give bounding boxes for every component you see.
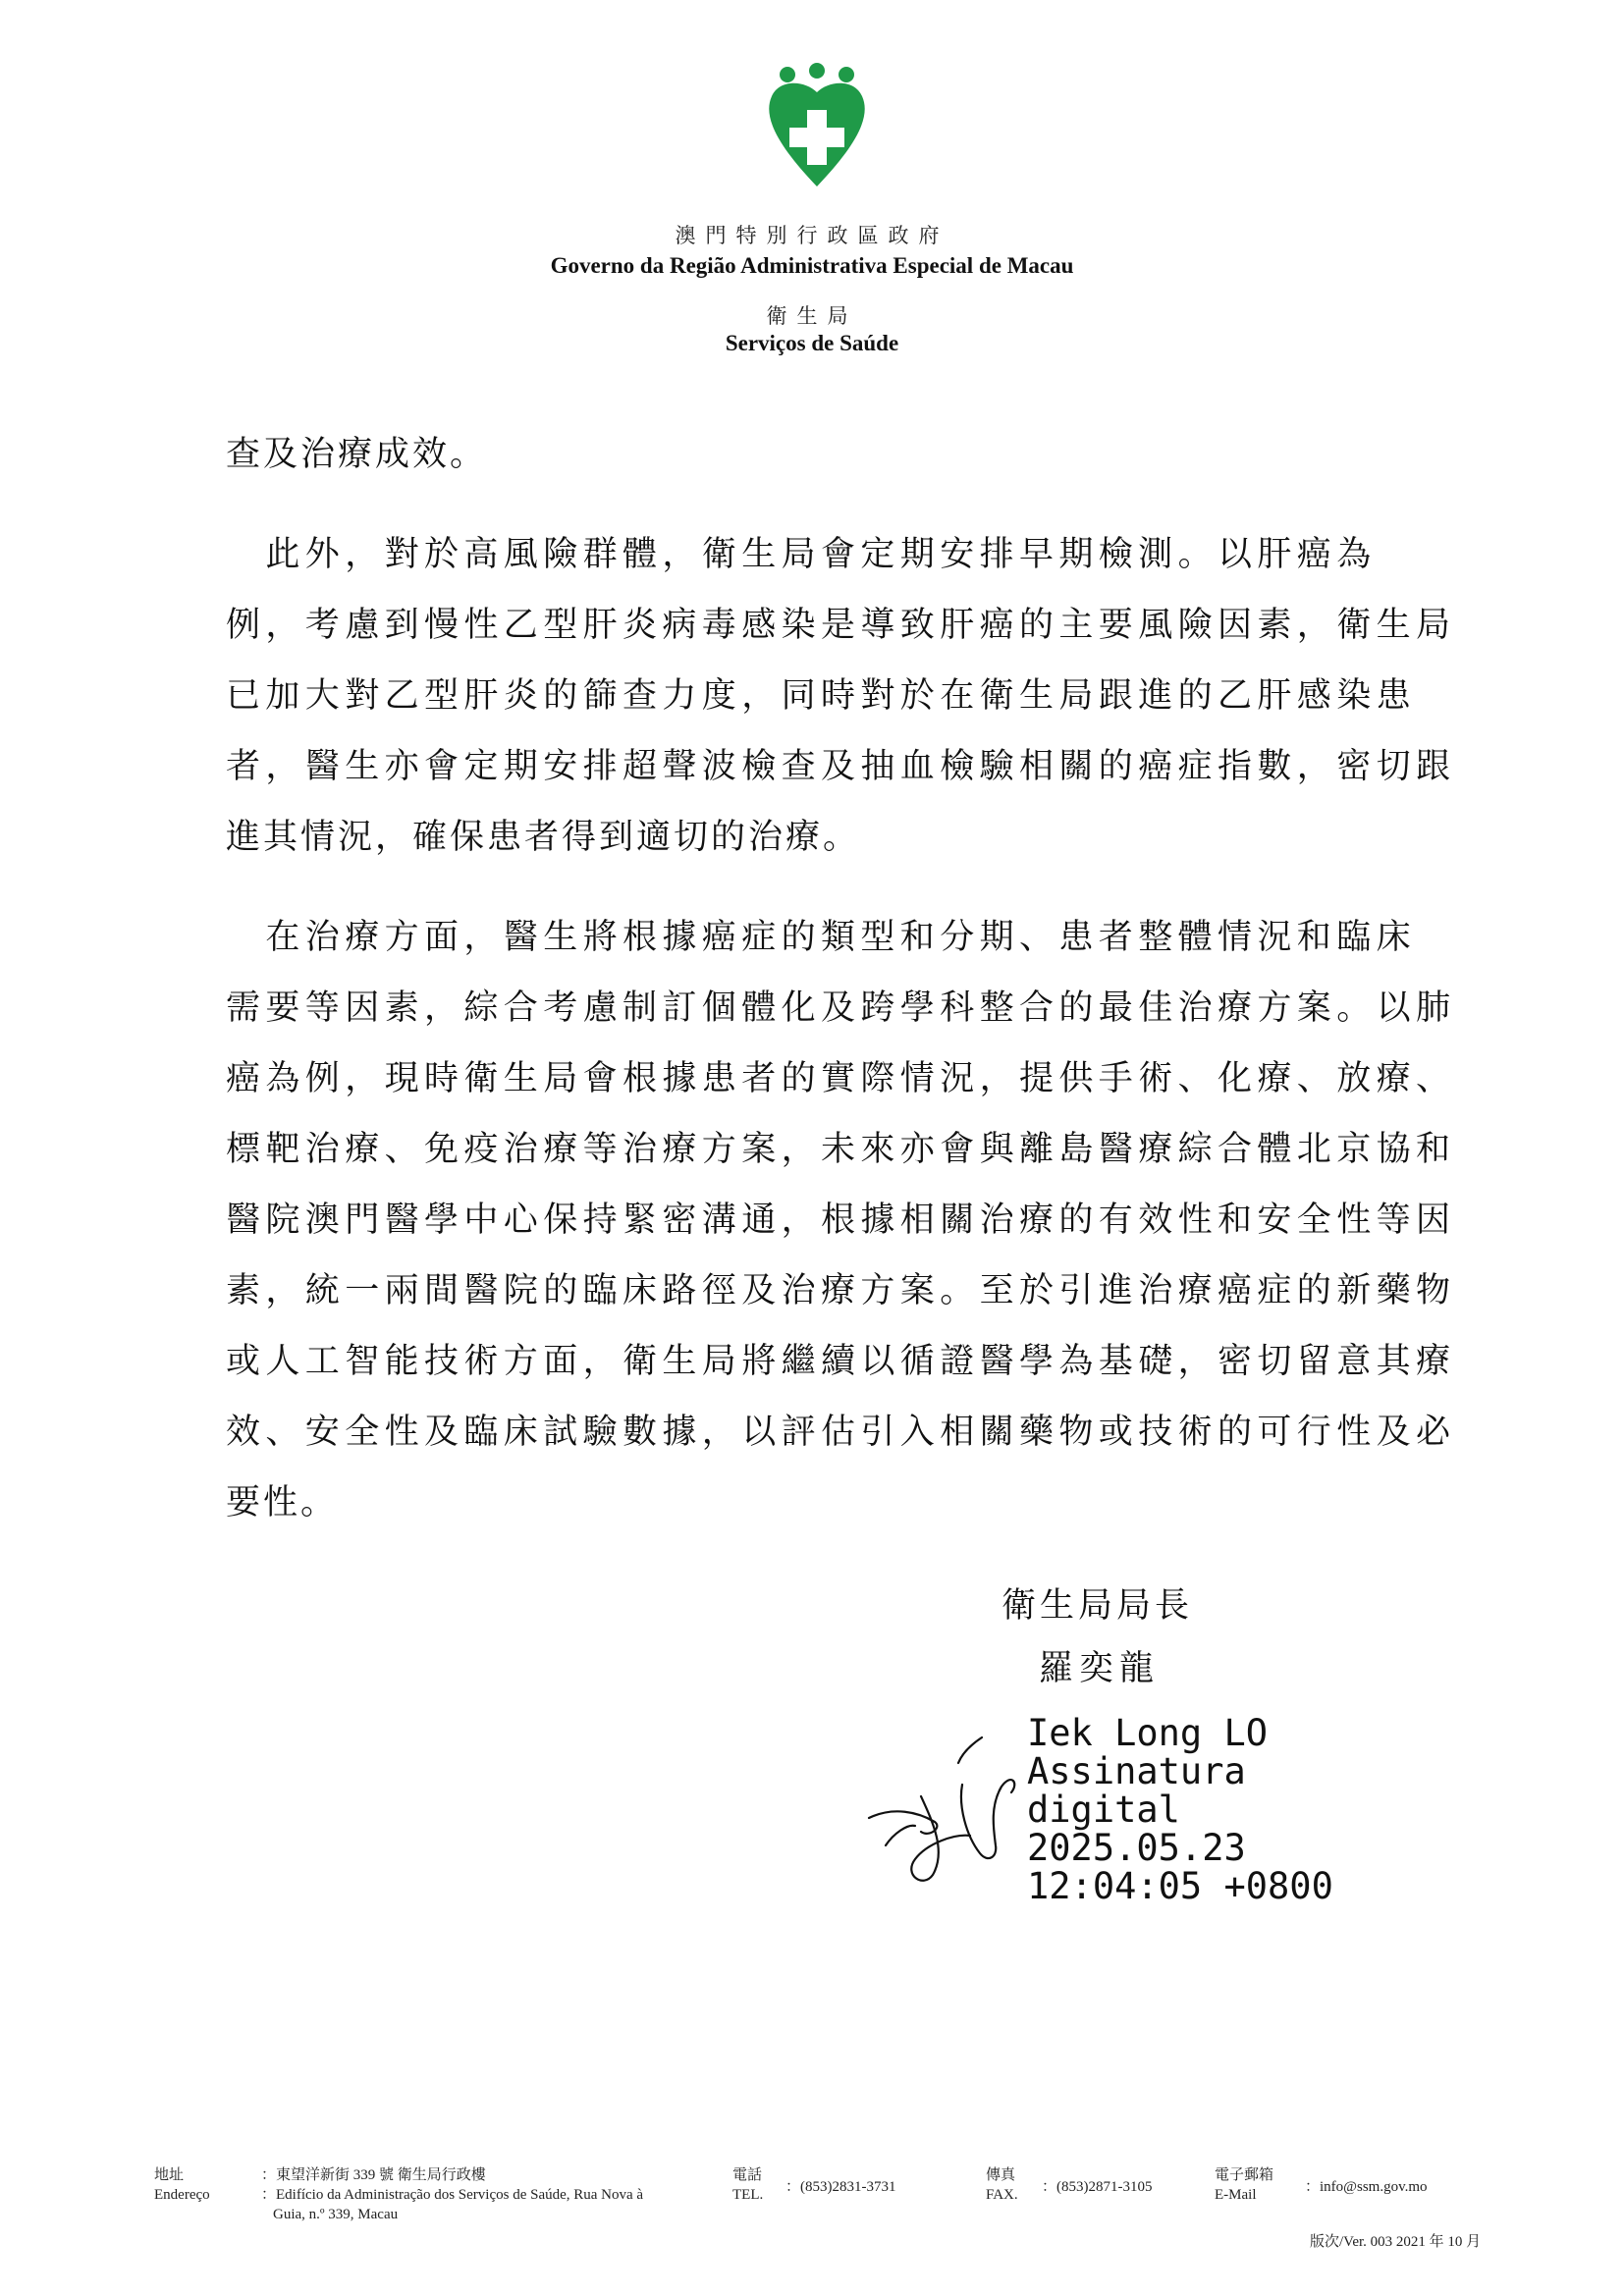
government-name-pt: Governo da Região Administrativa Especial de Macau bbox=[550, 253, 1074, 278]
email-label: 電子郵箱 E-Mail bbox=[1215, 2167, 1274, 2203]
text-line: 需要等因素，綜合考慮制訂個體化及跨學科整合的最佳治療方案。以肺 bbox=[226, 988, 1456, 1028]
text-line: 進其情況，確保患者得到適切的治療。 bbox=[226, 818, 861, 857]
text-line: 效、安全性及臨床試驗數據，以評估引入相關藥物或技術的可行性及必 bbox=[226, 1413, 1456, 1452]
bureau-name-cn: 衛生局 bbox=[766, 304, 858, 328]
text-line: 在治療方面，醫生將根據癌症的類型和分期、患者整體情況和臨床 bbox=[226, 918, 1417, 957]
government-name-cn: 澳門特別行政區政府 bbox=[675, 224, 949, 247]
version-note: 版次/Ver. 003 2021 年 10 月 bbox=[1310, 2234, 1482, 2250]
email-value: ：info@ssm.gov.mo bbox=[1305, 2179, 1428, 2195]
text-line: 或人工智能技術方面，衛生局將繼續以循證醫學為基礎，密切留意其療 bbox=[226, 1342, 1456, 1381]
address-label: 地址 Endereço bbox=[154, 2167, 210, 2203]
text-line: 要性。 bbox=[226, 1483, 339, 1522]
digital-signature-line: digital bbox=[1027, 1789, 1180, 1831]
tel-label: 電話 TEL. bbox=[732, 2167, 764, 2203]
text-line: 查及治療成效。 bbox=[226, 435, 488, 474]
handwritten-signature bbox=[864, 1728, 1046, 1890]
text-line: 醫院澳門醫學中心保持緊密溝通，根據相關治療的有效性和安全性等因 bbox=[226, 1201, 1456, 1240]
text-line: 已加大對乙型肝炎的篩查力度，同時對於在衛生局跟進的乙肝感染患 bbox=[226, 676, 1417, 716]
signatory-name: 羅奕龍 bbox=[1039, 1649, 1161, 1688]
text-line: 例，考慮到慢性乙型肝炎病毒感染是導致肝癌的主要風險因素，衛生局 bbox=[226, 606, 1456, 645]
address-value: ：東望洋新街 339 號 衛生局行政樓 ：Edifício da Administração dos Serviços de Saúde, Rua Nova à Guia, n.º 339, Macau bbox=[261, 2167, 644, 2222]
digital-signature-line: 12:04:05 +0800 bbox=[1027, 1865, 1333, 1907]
fax-value: ：(853)2871-3105 bbox=[1042, 2179, 1153, 2195]
letter-body bbox=[226, 419, 1456, 1538]
text-line: 標靶治療、免疫治療等治療方案，未來亦會與離島醫療綜合體北京協和 bbox=[226, 1130, 1456, 1169]
text-line: 癌為例，現時衛生局會根據患者的實際情況，提供手術、化療、放療、 bbox=[226, 1059, 1456, 1098]
digital-signature-line: Iek Long LO bbox=[1027, 1712, 1269, 1754]
text-line: 者，醫生亦會定期安排超聲波檢查及抽血檢驗相關的癌症指數，密切跟 bbox=[226, 747, 1456, 786]
digital-signature-block bbox=[1027, 1714, 1333, 1905]
text-line: 此外，對於高風險群體，衛生局會定期安排早期檢測。以肝癌為 bbox=[226, 535, 1377, 574]
bureau-name-pt: Serviços de Saúde bbox=[725, 331, 899, 355]
signatory-title: 衛生局局長 bbox=[1001, 1586, 1194, 1626]
health-bureau-logo bbox=[758, 61, 876, 193]
digital-signature-line: Assinatura bbox=[1027, 1750, 1246, 1792]
digital-signature-line: 2025.05.23 bbox=[1027, 1827, 1246, 1869]
text-line: 素，統一兩間醫院的臨床路徑及治療方案。至於引進治療癌症的新藥物 bbox=[226, 1271, 1456, 1310]
tel-value: ：(853)2831-3731 bbox=[785, 2179, 896, 2195]
fax-label: 傳真 FAX. bbox=[986, 2167, 1018, 2203]
